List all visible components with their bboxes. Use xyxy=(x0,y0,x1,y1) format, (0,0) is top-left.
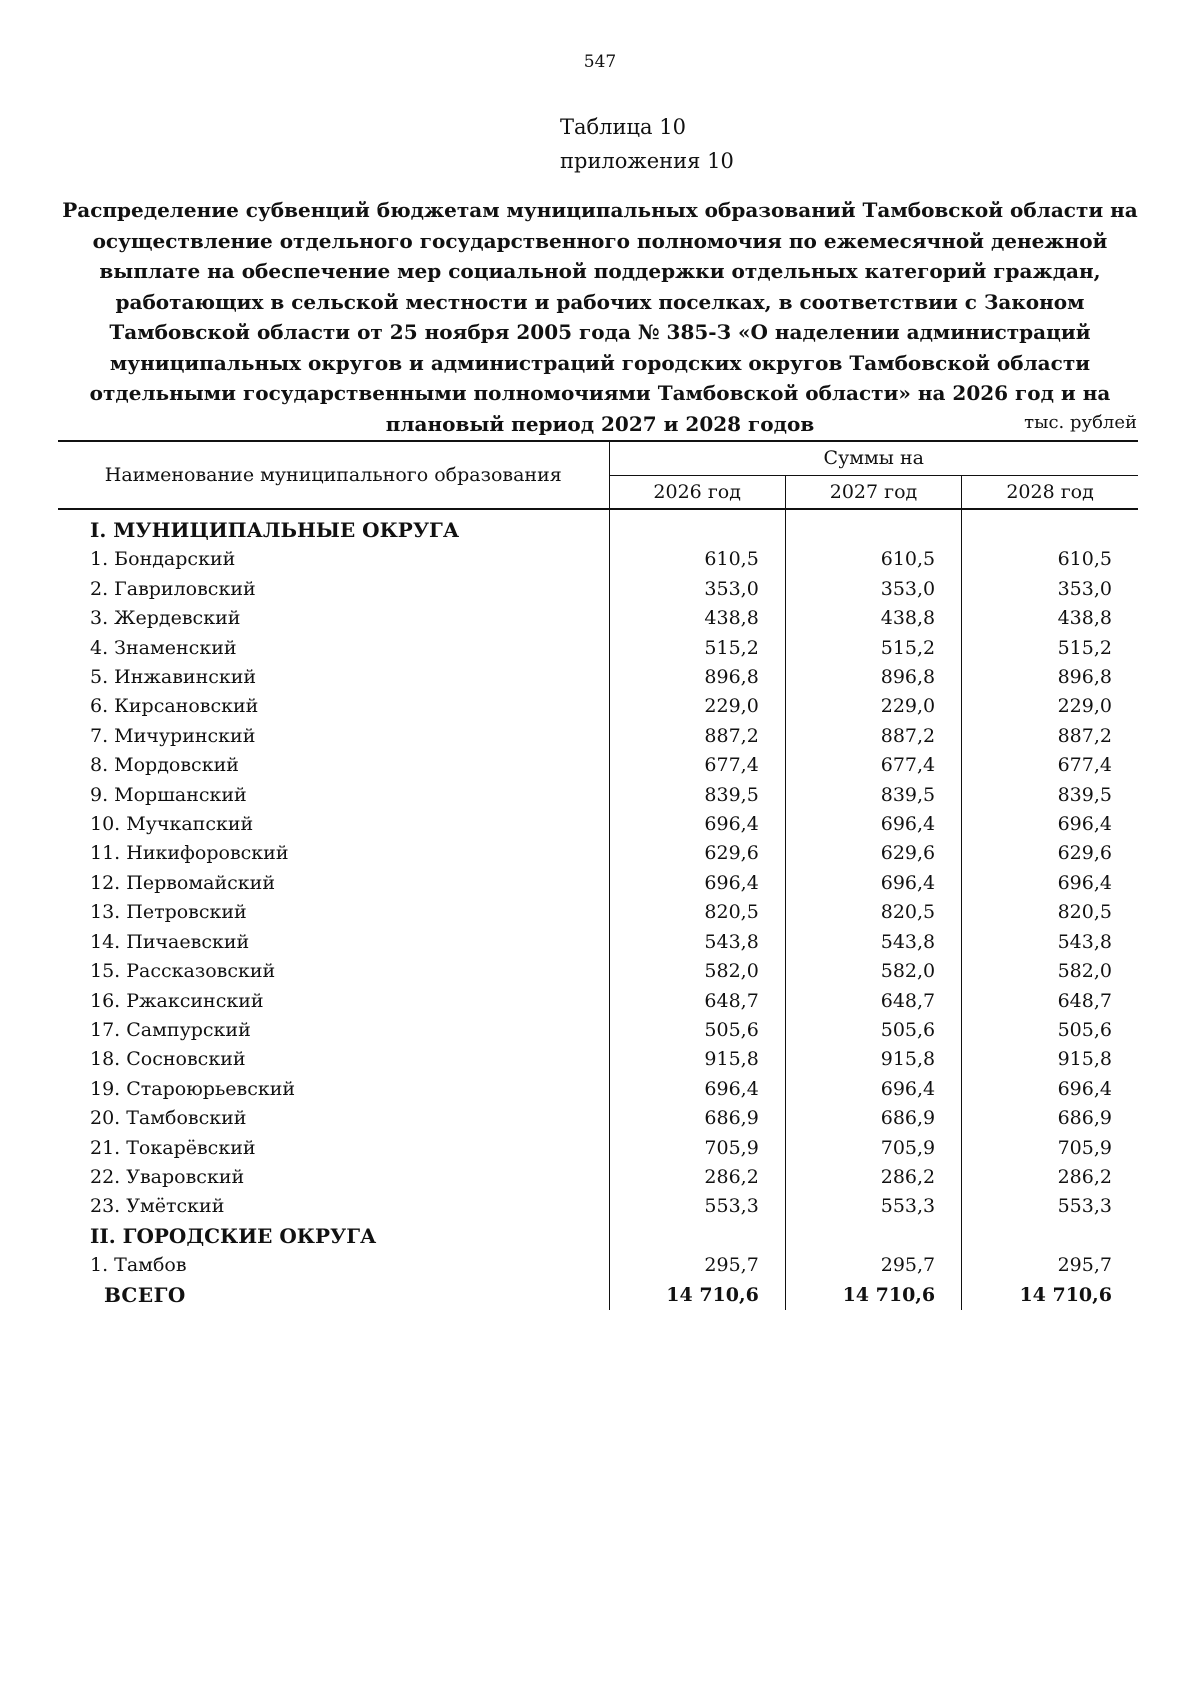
value-2028: 438,8 xyxy=(1057,607,1112,630)
value-2028: 915,8 xyxy=(1057,1048,1112,1071)
value-2028: 696,4 xyxy=(1057,1077,1112,1100)
value-2026: 515,2 xyxy=(609,634,785,663)
municipality-name: 7. Мичуринский xyxy=(58,722,609,751)
value-2028: 820,5 xyxy=(1057,901,1112,924)
municipality-name: 21. Токарёвский xyxy=(58,1134,609,1163)
value-2026: 438,8 xyxy=(609,604,785,633)
table-row xyxy=(58,987,1138,1016)
value-2028: 553,3 xyxy=(1057,1195,1112,1218)
table-body xyxy=(58,509,1138,1310)
table-row xyxy=(58,545,1138,574)
table-row xyxy=(58,810,1138,839)
municipality-name: 9. Моршанский xyxy=(58,781,609,810)
page-number: 547 xyxy=(583,52,617,72)
year-2028-header: 2028 год xyxy=(962,475,1138,509)
table-row xyxy=(58,898,1138,927)
table-row xyxy=(58,634,1138,663)
municipality-name: 6. Кирсановский xyxy=(58,692,609,721)
value-2027: 610,5 xyxy=(785,545,961,574)
units-label: тыс. рублей xyxy=(1024,412,1137,433)
subvention-table xyxy=(58,440,1138,1310)
value-2028: 686,9 xyxy=(1057,1107,1112,1130)
value-2028: 696,4 xyxy=(1057,871,1112,894)
value-2027: 915,8 xyxy=(785,1045,961,1074)
year-2027-header: 2027 год xyxy=(785,475,961,509)
value-2027: 553,3 xyxy=(785,1192,961,1221)
table-row xyxy=(58,1075,1138,1104)
value-2028: 887,2 xyxy=(1057,724,1112,747)
value-2026: 610,5 xyxy=(609,545,785,574)
municipality-name: 19. Староюрьевский xyxy=(58,1075,609,1104)
value-2026: 543,8 xyxy=(609,928,785,957)
table-row xyxy=(58,1192,1138,1221)
name-column-header: Наименование муниципального образования xyxy=(58,441,609,509)
total-label: ВСЕГО xyxy=(58,1281,609,1310)
municipality-name: 22. Уваровский xyxy=(58,1163,609,1192)
value-2027: 839,5 xyxy=(785,781,961,810)
municipality-name: 8. Мордовский xyxy=(58,751,609,780)
value-2027: 229,0 xyxy=(785,692,961,721)
section-header-row xyxy=(58,509,1138,545)
table-row xyxy=(58,781,1138,810)
value-2027: 582,0 xyxy=(785,957,961,986)
table-row xyxy=(58,751,1138,780)
value-2027: 295,7 xyxy=(785,1251,961,1280)
value-2027: 286,2 xyxy=(785,1163,961,1192)
municipality-name: 4. Знаменский xyxy=(58,634,609,663)
value-2028: 610,5 xyxy=(1057,548,1112,571)
value-2027: 543,8 xyxy=(785,928,961,957)
value-2028: 705,9 xyxy=(1057,1136,1112,1159)
table-row xyxy=(58,839,1138,868)
value-2028: 505,6 xyxy=(1057,1018,1112,1041)
value-2027: 438,8 xyxy=(785,604,961,633)
value-2026: 686,9 xyxy=(609,1104,785,1133)
table-row xyxy=(58,722,1138,751)
table-row xyxy=(58,692,1138,721)
municipality-name: 23. Умётский xyxy=(58,1192,609,1221)
section-title: II. ГОРОДСКИЕ ОКРУГА xyxy=(58,1222,609,1251)
value-2026: 353,0 xyxy=(609,575,785,604)
value-2027: 515,2 xyxy=(785,634,961,663)
value-2028: 629,6 xyxy=(1057,842,1112,865)
value-2026: 648,7 xyxy=(609,987,785,1016)
value-2028: 229,0 xyxy=(1057,695,1112,718)
value-2028: 896,8 xyxy=(1057,666,1112,689)
value-2028: 648,7 xyxy=(1057,989,1112,1012)
municipality-name: 5. Инжавинский xyxy=(58,663,609,692)
table-row xyxy=(58,957,1138,986)
value-2028: 582,0 xyxy=(1057,960,1112,983)
value-2028: 286,2 xyxy=(1057,1165,1112,1188)
municipality-name: 2. Гавриловский xyxy=(58,575,609,604)
value-2026: 696,4 xyxy=(609,810,785,839)
value-2026: 286,2 xyxy=(609,1163,785,1192)
value-2028: 543,8 xyxy=(1057,930,1112,953)
value-2026: 677,4 xyxy=(609,751,785,780)
value-2026: 582,0 xyxy=(609,957,785,986)
value-2026: 705,9 xyxy=(609,1134,785,1163)
value-2027: 896,8 xyxy=(785,663,961,692)
value-2027: 887,2 xyxy=(785,722,961,751)
table-row xyxy=(58,1016,1138,1045)
sums-column-header: Суммы на xyxy=(609,441,1138,475)
value-2026: 295,7 xyxy=(609,1251,785,1280)
table-row xyxy=(58,1163,1138,1192)
municipality-name: 3. Жердевский xyxy=(58,604,609,633)
table-row xyxy=(58,604,1138,633)
value-2026: 896,8 xyxy=(609,663,785,692)
value-2026: 14 710,6 xyxy=(609,1281,785,1310)
municipality-name: 1. Бондарский xyxy=(58,545,609,574)
table-header xyxy=(58,441,1138,509)
value-2028: 295,7 xyxy=(1057,1254,1112,1277)
value-2026: 839,5 xyxy=(609,781,785,810)
municipality-name: 16. Ржаксинский xyxy=(58,987,609,1016)
table-row xyxy=(58,1045,1138,1074)
section-header-row xyxy=(58,1222,1138,1251)
document-title: Распределение субвенций бюджетам муниципальных образований Тамбовской области на осуществление отдельного государственного полномочия по ежемесячной денежной выплате на обеспечение мер социальной поддержки отдельных категорий граждан, работающих в сельской местности и рабочих поселках, в соответствии с Законом Тамбовской области от 25 ноября 2005 года № 385-З «О наделении администраций муниципальных округов и администраций городских округов Тамбовской области отдельными государственными полномочиями Тамбовской области» на 2026 год и на плановый период 2027 и 2028 годов xyxy=(62,198,1138,436)
municipality-name: 17. Сампурский xyxy=(58,1016,609,1045)
value-2026: 696,4 xyxy=(609,869,785,898)
section-title: I. МУНИЦИПАЛЬНЫЕ ОКРУГА xyxy=(58,509,609,545)
value-2027: 686,9 xyxy=(785,1104,961,1133)
value-2026: 229,0 xyxy=(609,692,785,721)
value-2027: 648,7 xyxy=(785,987,961,1016)
table-row xyxy=(58,663,1138,692)
value-2027: 677,4 xyxy=(785,751,961,780)
value-2026: 553,3 xyxy=(609,1192,785,1221)
table-caption xyxy=(560,110,860,178)
value-2027: 696,4 xyxy=(785,810,961,839)
total-row xyxy=(58,1281,1138,1310)
year-2026-header: 2026 год xyxy=(609,475,785,509)
municipality-name: 1. Тамбов xyxy=(58,1251,609,1280)
table-row xyxy=(58,869,1138,898)
caption-appendix-number: приложения 10 xyxy=(560,149,734,173)
value-2028: 515,2 xyxy=(1057,636,1112,659)
value-2027: 705,9 xyxy=(785,1134,961,1163)
value-2027: 629,6 xyxy=(785,839,961,868)
municipality-name: 13. Петровский xyxy=(58,898,609,927)
municipality-name: 15. Рассказовский xyxy=(58,957,609,986)
table-row xyxy=(58,575,1138,604)
value-2027: 696,4 xyxy=(785,869,961,898)
value-2026: 696,4 xyxy=(609,1075,785,1104)
value-2028: 839,5 xyxy=(1057,783,1112,806)
value-2026: 887,2 xyxy=(609,722,785,751)
value-2026: 505,6 xyxy=(609,1016,785,1045)
value-2027: 14 710,6 xyxy=(785,1281,961,1310)
value-2028: 677,4 xyxy=(1057,754,1112,777)
municipality-name: 12. Первомайский xyxy=(58,869,609,898)
table-row xyxy=(58,928,1138,957)
value-2026: 915,8 xyxy=(609,1045,785,1074)
municipality-name: 11. Никифоровский xyxy=(58,839,609,868)
value-2027: 696,4 xyxy=(785,1075,961,1104)
municipality-name: 10. Мучкапский xyxy=(58,810,609,839)
value-2026: 820,5 xyxy=(609,898,785,927)
municipality-name: 18. Сосновский xyxy=(58,1045,609,1074)
table-row xyxy=(58,1104,1138,1133)
value-2027: 353,0 xyxy=(785,575,961,604)
value-2026: 629,6 xyxy=(609,839,785,868)
value-2028: 353,0 xyxy=(1057,577,1112,600)
municipality-name: 14. Пичаевский xyxy=(58,928,609,957)
municipality-name: 20. Тамбовский xyxy=(58,1104,609,1133)
table-row xyxy=(58,1251,1138,1280)
value-2027: 505,6 xyxy=(785,1016,961,1045)
value-2027: 820,5 xyxy=(785,898,961,927)
caption-table-number: Таблица 10 xyxy=(560,115,686,139)
value-2028: 14 710,6 xyxy=(1019,1283,1112,1306)
value-2028: 696,4 xyxy=(1057,813,1112,836)
table-row xyxy=(58,1134,1138,1163)
